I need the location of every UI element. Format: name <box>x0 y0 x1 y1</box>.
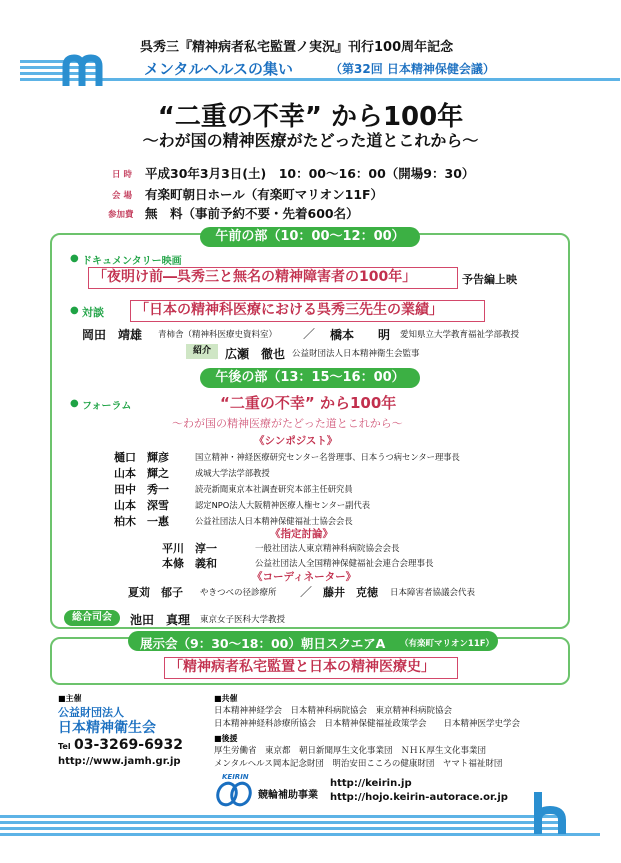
forum-subtitle: 〜わが国の精神医療がたどった道とこれから〜 <box>172 417 403 430</box>
mc-affiliation: 東京女子医科大学教授 <box>200 615 286 625</box>
mc-name: 池田 真理 <box>130 613 191 627</box>
intro-name: 広瀬 徹也 <box>225 347 286 361</box>
symposist-affiliation: 成城大学法学部教授 <box>195 468 270 478</box>
doc-title: 「夜明け前―呉秀三と無名の精神障害者の100年」 <box>88 267 458 289</box>
symposist-label: 《シンポジスト》 <box>254 435 338 447</box>
forum-label: フォーラム <box>82 401 132 412</box>
organizer-line-2: 日本精神衛生会 <box>58 720 156 736</box>
exhibit-title: 「精神病者私宅監置と日本の精神医療史」 <box>164 657 458 679</box>
venue-label: 会 場 <box>112 191 132 201</box>
bottom-stripe-3 <box>0 827 560 830</box>
discussant-affiliation: 一般社団法人東京精神科病院協会会長 <box>255 544 400 554</box>
keirin-label: 競輪補助事業 <box>258 790 318 801</box>
cohost-row: 日本精神神経学会 日本精神科病院協会 東京精神科病院協会 <box>214 706 453 716</box>
keirin-logo-text: KEIRIN <box>222 773 249 781</box>
subtitle: 〜わが国の精神医療がたどった道とこれから〜 <box>142 131 479 150</box>
discussion-label: 《指定討論》 <box>270 528 333 540</box>
talk-bullet-icon: ● <box>70 305 79 316</box>
tel-label: Tel <box>58 742 71 751</box>
exhibit-heading: 展示会（9：30〜18：00）朝日スクエアA <box>140 636 386 651</box>
cohost-row: 日本精神神経科診療所協会 日本精神保健福祉政策学会 日本精神医学史学会 <box>214 719 521 729</box>
m-logo-icon <box>62 54 112 88</box>
organizer-url[interactable]: http://www.jamh.gr.jp <box>58 756 181 767</box>
venue-value: 有楽町朝日ホール（有楽町マリオン11F） <box>145 187 384 202</box>
symposist-name: 山本 深雪 <box>114 499 169 512</box>
panel-1-name: 岡田 靖雄 <box>82 328 143 342</box>
symposist-name: 樋口 輝彦 <box>114 451 169 464</box>
bottom-stripe-1 <box>0 815 560 818</box>
doc-note: 予告編上映 <box>462 273 517 286</box>
doc-bullet-icon: ● <box>70 253 79 264</box>
panel-2-name: 橋本 明 <box>330 328 391 342</box>
main-title: “二重の不幸” から100年 <box>157 102 464 132</box>
doc-label: ドキュメンタリー映画 <box>82 256 182 267</box>
header-line-1: 呉秀三『精神病者私宅監置ノ実況』刊行100周年記念 <box>140 40 454 55</box>
talk-title: 「日本の精神科医療における呉秀三先生の業績」 <box>130 300 485 322</box>
bottom-stripe-4 <box>0 833 600 836</box>
coordinator-separator: ／ <box>300 585 313 599</box>
keirin-logo-icon <box>213 780 255 808</box>
bottom-stripe-2 <box>0 821 560 824</box>
coordinator-2-name: 藤井 克徳 <box>323 586 378 599</box>
date-label: 日 時 <box>112 170 132 180</box>
coordinator-label: 《コーディネーター》 <box>252 571 357 583</box>
discussant-name: 本條 義和 <box>162 557 217 570</box>
keirin-url-2[interactable]: http://hojo.keirin-autorace.or.jp <box>330 792 508 803</box>
intro-badge: 紹介 <box>186 344 218 359</box>
symposist-affiliation: 国立精神・神経医療研究センター名誉理事、日本うつ病センター理事長 <box>195 452 460 462</box>
organizer-label: ■主催 <box>58 694 82 703</box>
header-line-2a: メンタルヘルスの集い <box>144 60 293 78</box>
discussant-name: 平川 淳一 <box>162 542 217 555</box>
h-logo-icon <box>530 790 576 836</box>
forum-bullet-icon: ● <box>70 398 79 409</box>
panel-1-affiliation: 青柿舎（精神科医療史資料室） <box>158 330 278 340</box>
support-row: メンタルヘルス岡本記念財団 明治安田こころの健康財団 ヤマト福祉財団 <box>214 759 503 769</box>
symposist-name: 田中 秀一 <box>114 483 169 496</box>
talk-label: 対談 <box>82 306 104 319</box>
symposist-affiliation: 認定NPO法人大阪精神医療人権センター副代表 <box>195 500 371 510</box>
panel-separator: ／ <box>303 327 316 341</box>
symposist-name: 山本 輝之 <box>114 467 169 480</box>
cohost-label: ■共催 <box>214 694 238 703</box>
fee-value: 無 料（事前予約不要・先着600名） <box>145 206 359 221</box>
exhibit-heading-small: （有楽町マリオン11F） <box>400 639 495 649</box>
symposist-name: 柏木 一惠 <box>114 515 169 528</box>
fee-label: 参加費 <box>108 210 134 220</box>
coordinator-2-affiliation: 日本障害者協議会代表 <box>390 588 476 598</box>
discussant-affiliation: 公益社団法人全国精神保健福祉会連合会理事長 <box>255 559 434 569</box>
mc-badge: 総合司会 <box>64 610 120 626</box>
tel-number: 03-3269-6932 <box>74 737 184 753</box>
panel-2-affiliation: 愛知県立大学教育福祉学部教授 <box>400 330 520 340</box>
support-row: 厚生労働省 東京都 朝日新聞厚生文化事業団 ＮＨＫ厚生文化事業団 <box>214 746 487 756</box>
keirin-url-1[interactable]: http://keirin.jp <box>330 778 412 789</box>
afternoon-heading: 午後の部（13：15〜16：00） <box>200 368 420 388</box>
morning-heading: 午前の部（10：00〜12：00） <box>200 227 420 247</box>
intro-affiliation: 公益財団法人日本精神衛生会監事 <box>292 349 420 359</box>
coordinator-1-affiliation: やきつべの径診療所 <box>200 588 277 598</box>
header-line-2b: （第32回 日本精神保健会議） <box>330 62 495 76</box>
organizer-line-1: 公益財団法人 <box>58 706 124 719</box>
date-value: 平成30年3月3日(土) 10：00〜16：00（開場9：30） <box>145 166 475 181</box>
coordinator-1-name: 夏苅 郁子 <box>128 586 183 599</box>
symposist-affiliation: 公益社団法人日本精神保健福祉士協会会長 <box>195 516 353 526</box>
forum-title: “二重の不幸” から100年 <box>220 394 397 412</box>
symposist-affiliation: 読売新聞東京本社調査研究本部主任研究員 <box>195 484 353 494</box>
support-label: ■後援 <box>214 734 238 743</box>
